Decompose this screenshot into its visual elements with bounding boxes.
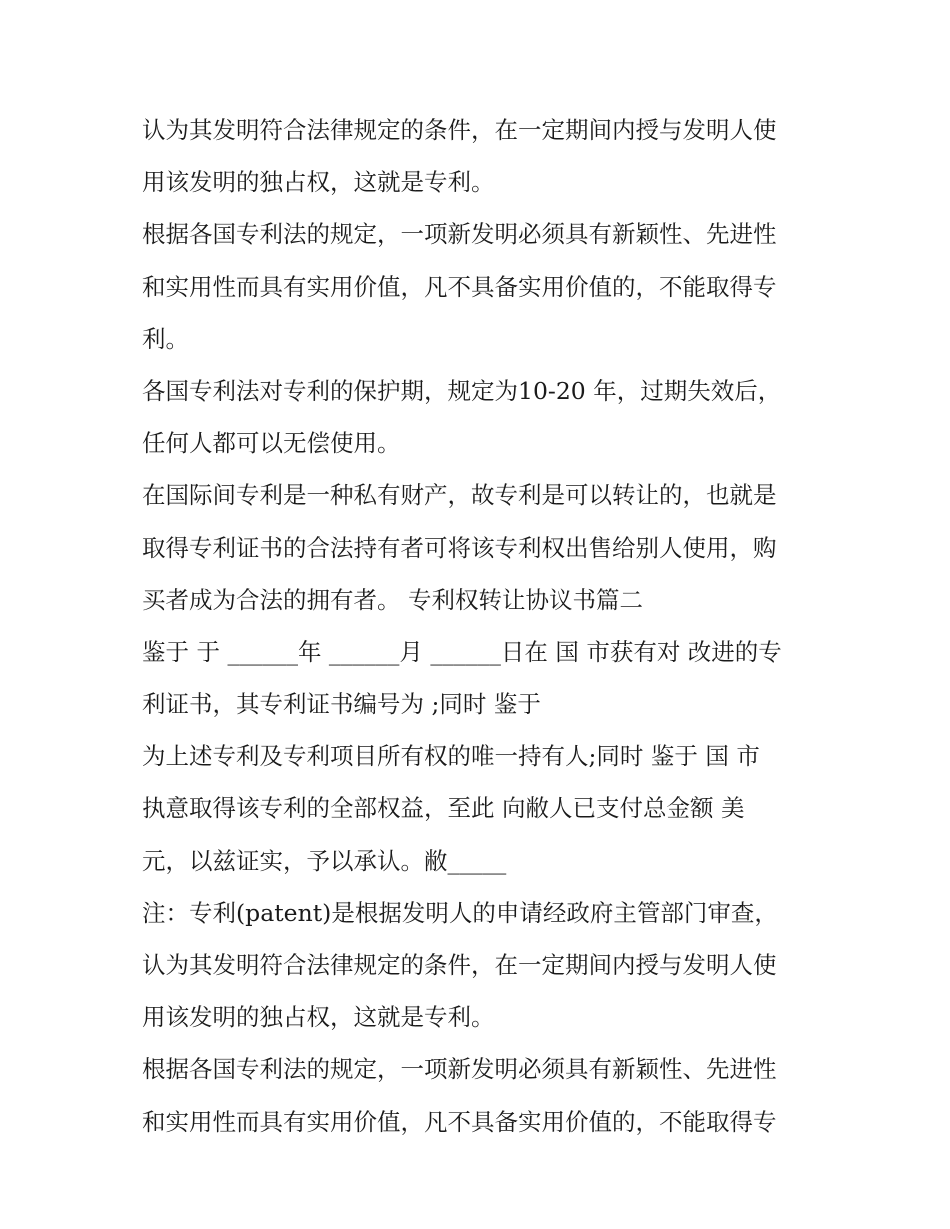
document-body [142, 108, 832, 1152]
text-line: 取得专利证书的合法持有者可将该专利权出售给别人使用，购 [142, 533, 777, 562]
text-line: 元，以兹证实，予以承认。敝_____ [142, 846, 507, 875]
text-line: 利。 [142, 324, 189, 353]
text-line: 和实用性而具有实用价值，凡不具备实用价值的，不能取得专 [142, 272, 777, 301]
text-line: 买者成为合法的拥有者。 专利权转让协议书篇二 [142, 585, 643, 614]
text-line: 注：专利(patent)是根据发明人的申请经政府主管部门审查， [142, 898, 778, 927]
text-line: 为上述专利及专利项目所有权的唯一持有人;同时 鉴于 国 市 [142, 742, 760, 771]
text-line: 用该发明的独占权，这就是专利。 [142, 1003, 495, 1032]
text-line: 认为其发明符合法律规定的条件，在一定期间内授与发明人使 [142, 116, 777, 144]
text-line: 执意取得该专利的全部权益，至此 向敝人已支付总金额 美 [142, 794, 745, 823]
text-line: 根据各国专利法的规定，一项新发明必须具有新颖性、先进性 [142, 220, 777, 249]
text-line: 根据各国专利法的规定，一项新发明必须具有新颖性、先进性 [142, 1055, 777, 1084]
text-line: 各国专利法对专利的保护期，规定为10-20 年，过期失效后， [142, 376, 782, 405]
text-line: 用该发明的独占权，这就是专利。 [142, 168, 495, 197]
text-line: 利证书，其专利证书编号为 ;同时 鉴于 [142, 690, 541, 719]
text-line: 在国际间专利是一种私有财产，故专利是可以转让的，也就是 [142, 481, 777, 510]
text-line: 任何人都可以无偿使用。 [142, 429, 401, 458]
text-line: 鉴于 于 ______年 ______月 ______日在 国 市获有对 改进的专 [142, 637, 782, 666]
text-line: 认为其发明符合法律规定的条件，在一定期间内授与发明人使 [142, 951, 777, 979]
text-line: 和实用性而具有实用价值，凡不具备实用价值的，不能取得专 [142, 1107, 777, 1136]
